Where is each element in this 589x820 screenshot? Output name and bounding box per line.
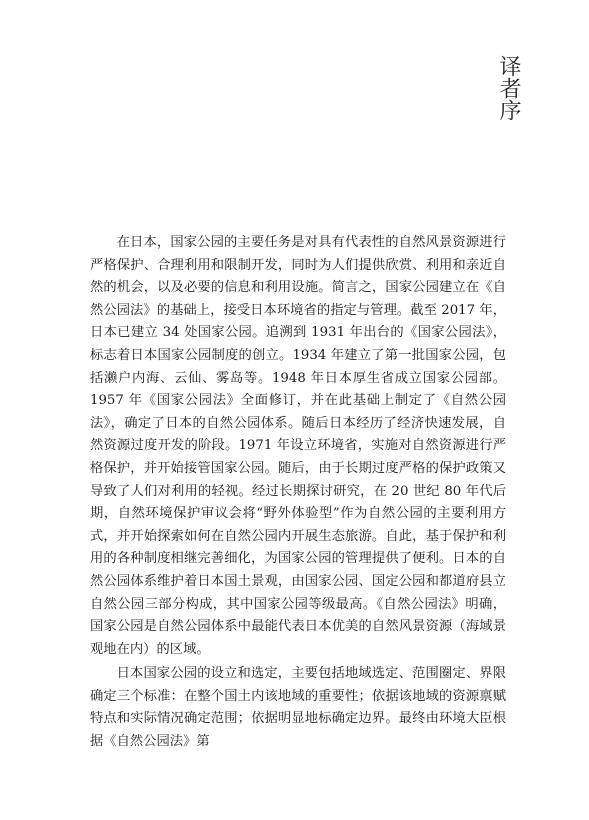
page-title: 译者序: [496, 55, 521, 121]
paragraph-2: 日本国家公园的设立和选定，主要包括地域选定、范围圈定、界限确定三个标准：在整个国土内该地域的重要性；依据该地域的资源禀赋特点和实际情况确定范围；依据明显地标确定边界。最终由环境大臣根据《自然公园法》第: [90, 666, 506, 750]
body-text: [90, 232, 506, 754]
paragraph-1: 在日本，国家公园的主要任务是对具有代表性的自然风景资源进行严格保护、合理利用和限制开发，同时为人们提供欣赏、利用和亲近自然的机会，以及必要的信息和利用设施。简言之，国家公园建立在《自然公园法》的基础上，接受日本环境省的指定与管理。截至 2017 年，日本已建立 34 处国家公园。追溯到 1931 年出台的《国家公园法》，标志着日本国家公园制度的创立。1934 年建立了第一批国家公园，包括濑户内海、云仙、雾岛等。1948 年日本厚生省成立国家公园部。1957 年《国家公园法》全面修订，并在此基础上制定了《自然公园法》，确定了日本的自然公园体系。随后日本经历了经济快速发展，自然资源过度开发的阶段。1971 年设立环境省，实施对自然资源进行严格保护，并开始接管国家公园。随后，由于长期过度严格的保护政策又导致了人们对利用的轻视。经过长期探讨研究，在 20 世纪 80 年代后期，自然环境保护审议会将“野外体验型”作为自然公园的主要利用方式，并开始探索如何在自然公园内开展生态旅游。自此，基于保护和利用的各种制度相继完善细化，为国家公园的管理提供了便利。日本的自然公园体系维护着日本国土景观，由国家公园、国定公园和都道府县立自然公园三部分构成，其中国家公园等级最高。《自然公园法》明确，国家公园是自然公园体系中最能代表日本优美的自然风景资源（海域景观地在内）的区域。: [90, 235, 506, 657]
